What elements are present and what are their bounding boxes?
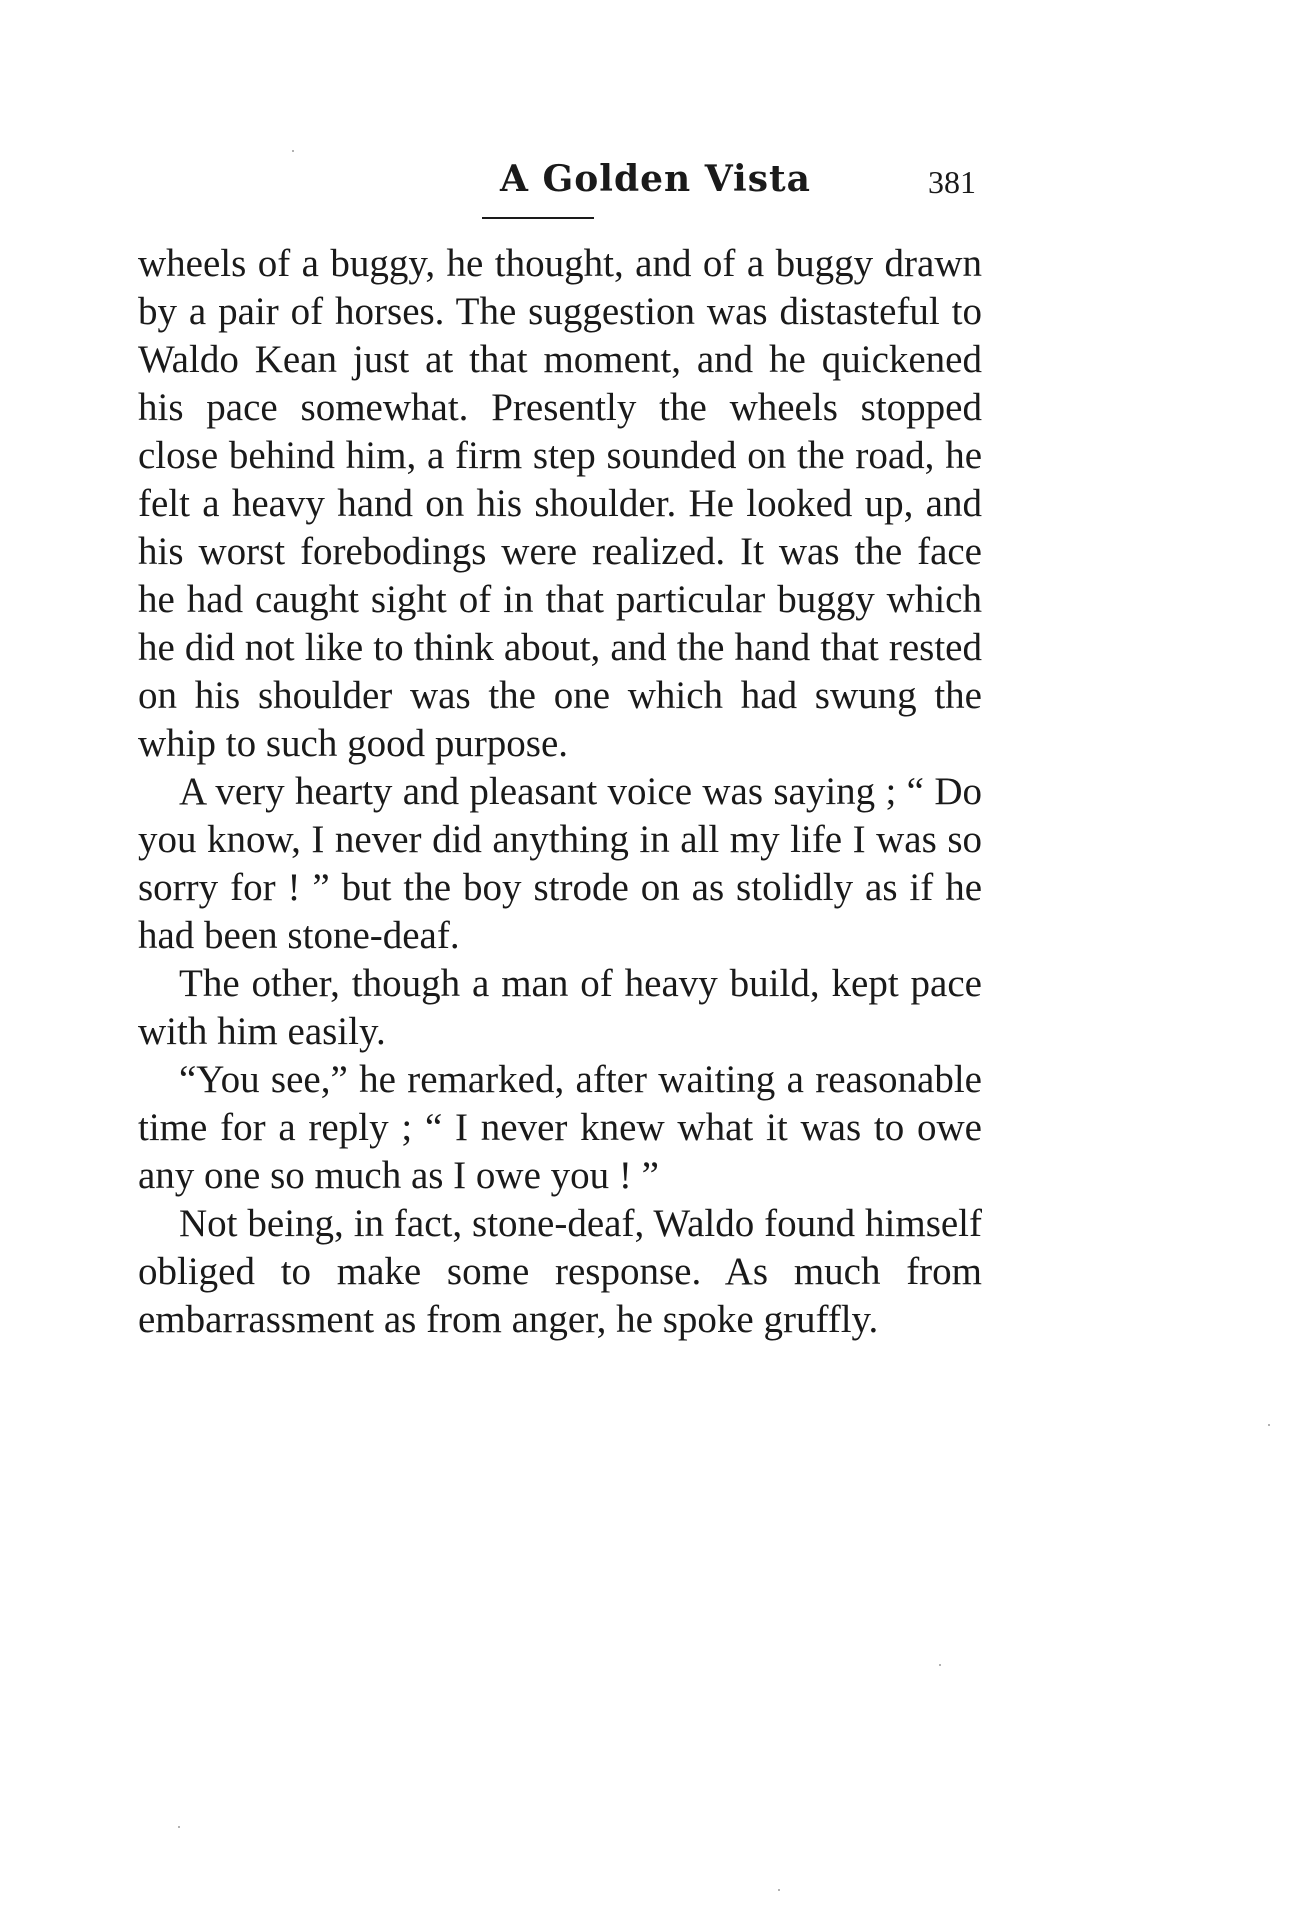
paper-speck [939,1664,941,1666]
paragraph-2: A very hearty and pleasant voice was saying ; “ Do you know, I never did anything in all my life I was so sorry for ! ” but the boy strode on as stolidly as if he had been stone-deaf. [138,770,982,957]
paragraph-3: The other, though a man of heavy build, kept pace with him easily. [138,962,982,1053]
paragraph-1: wheels of a buggy, he thought, and of a buggy drawn by a pair of horses. The suggestion was distasteful to Waldo Kean just at that moment, and he quickened his pace somewhat. Presently the wheels stopped close behind him, a firm step sounded on the road, he felt a heavy hand on his shoulder. He looked up, and his worst forebodings were realized. It was the face he had caught sight of in that particular buggy which he did not like to think about, and the hand that rested on his shoulder was the one which had swung the whip to such good purpose. [138,242,982,765]
paper-speck [292,150,294,152]
page-number: 381 [928,164,976,200]
paper-speck [178,1826,180,1828]
running-head [0,158,1311,218]
paper-speck [1268,1424,1270,1426]
paper-speck [778,1889,780,1891]
running-title: A Golden Vista [500,158,811,200]
header-rule [482,217,594,219]
paragraph-5: Not being, in fact, stone-deaf, Waldo found himself obliged to make some response. As much from embarrassment as from anger, he spoke gruffly. [138,1202,982,1341]
body-text [138,240,982,1344]
paragraph-4: “You see,” he remarked, after waiting a reasonable time for a reply ; “ I never knew what it was to owe any one so much as I owe you ! ” [138,1058,982,1197]
